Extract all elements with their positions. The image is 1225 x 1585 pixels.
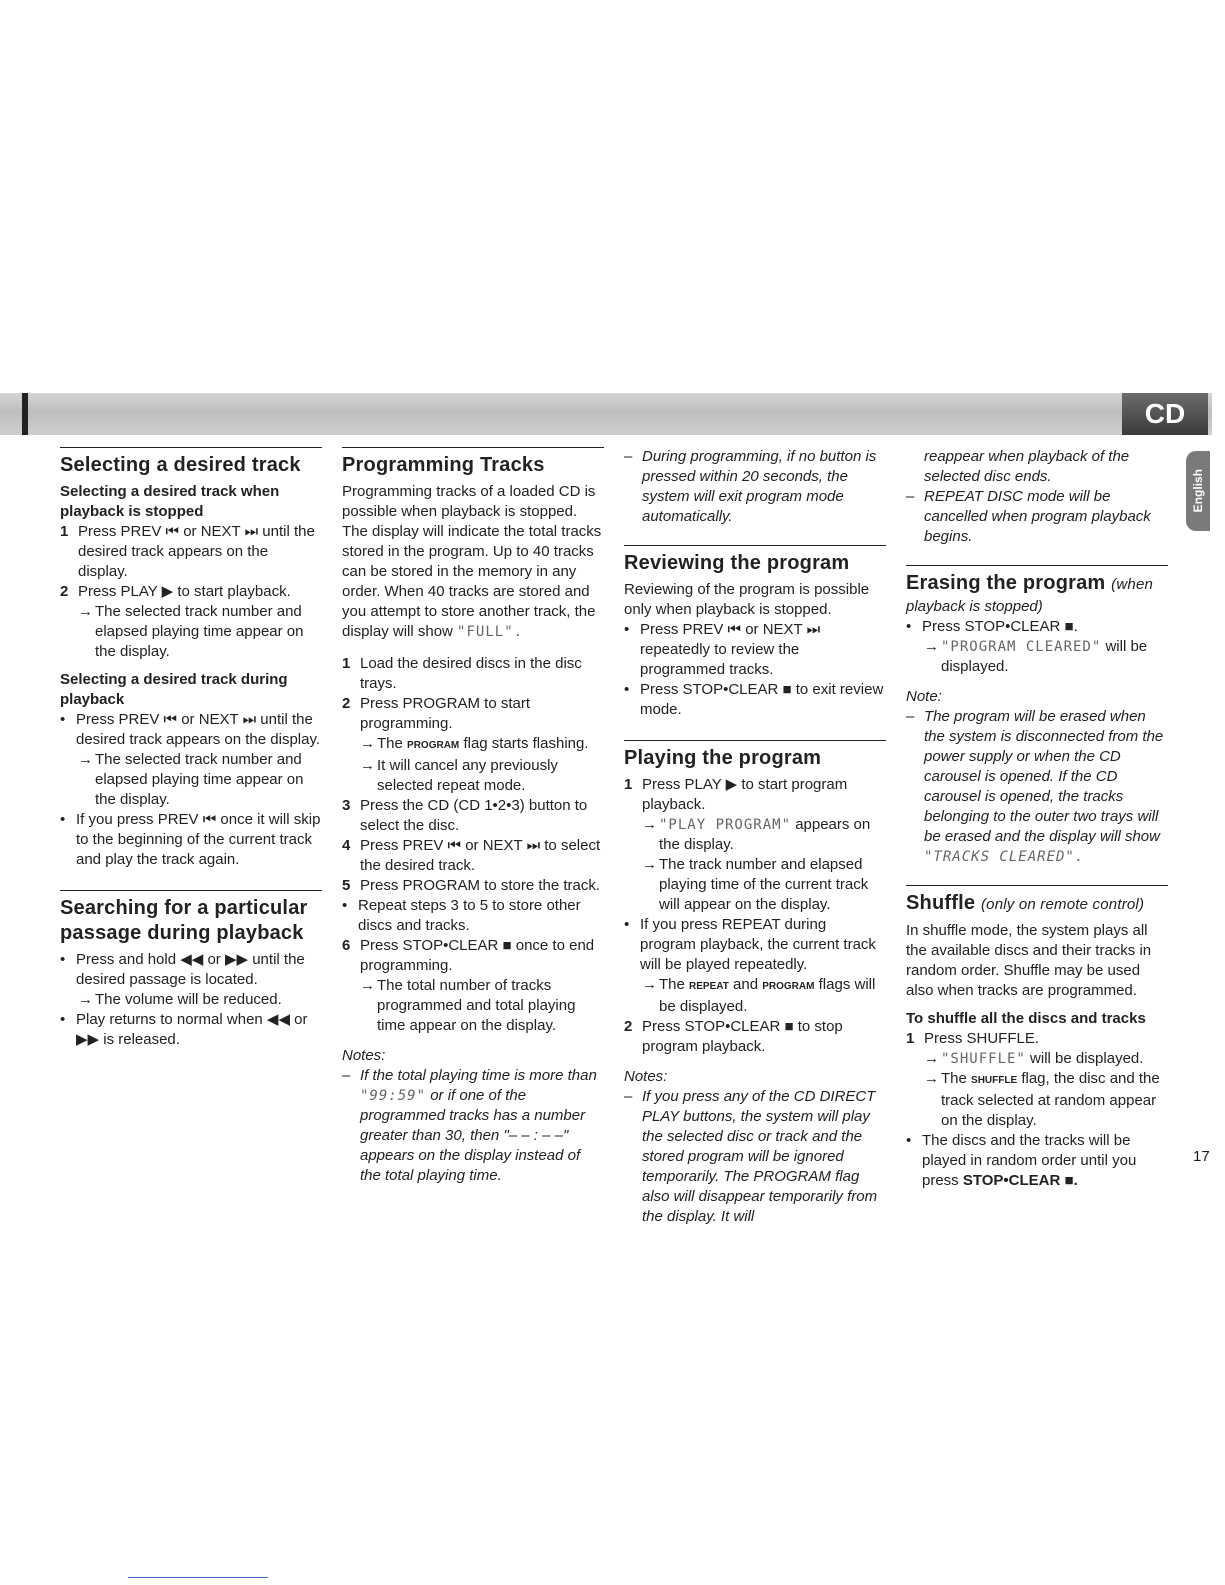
step-text: Press PREV ⏮ or NEXT ⏭ to select the desired track. [360, 837, 601, 874]
heading-shuffle-text: Shuffle [906, 892, 976, 914]
text-fragment: If the total playing time is more than [360, 1067, 597, 1084]
arrow-icon: → [924, 638, 939, 655]
step-number: 4 [342, 837, 351, 854]
dash-mark: – [906, 708, 915, 725]
bullet-icon: • [624, 916, 630, 933]
shuffle-flag: SHUFFLE [971, 1075, 1018, 1086]
step-text: Press PLAY ▶ to start program playback. [642, 776, 848, 813]
result-text: The volume will be reduced. [95, 991, 282, 1008]
result-line [624, 815, 886, 855]
text-fragment: flag, the disc and the track selected at random appear on the display. [941, 1070, 1160, 1129]
bullet-text: If you press PREV ⏮ once it will skip to the beginning of the current track and play the track again. [76, 811, 321, 868]
bullet-item [60, 950, 322, 990]
rule [60, 447, 322, 448]
step-text: Press PLAY ▶ to start playback. [78, 583, 291, 600]
bottom-rule [128, 1577, 268, 1578]
bullet-icon: • [624, 681, 630, 698]
text-fragment: The [377, 735, 403, 752]
step-number: 1 [906, 1030, 915, 1047]
header-band [0, 393, 1212, 435]
arrow-icon: → [78, 603, 93, 620]
note-text [360, 1066, 604, 1186]
arrow-icon: → [360, 735, 375, 752]
heading-selecting-track: Selecting a desired track [60, 454, 301, 476]
rule [342, 447, 604, 448]
step-number: 2 [60, 583, 69, 600]
dash-mark: – [624, 1088, 633, 1105]
bullet-icon: • [906, 1132, 912, 1149]
text-fragment: will be displayed. [941, 638, 1148, 675]
step-text: Press SHUFFLE. [924, 1030, 1040, 1047]
bullet-text [922, 1131, 1168, 1191]
note-item [342, 1066, 604, 1186]
language-tab [1186, 451, 1210, 531]
bullet-text: Press STOP•CLEAR ■ to exit review mode. [640, 681, 884, 718]
note-item [624, 1087, 886, 1227]
step-number: 1 [60, 523, 69, 540]
column-2 [342, 447, 604, 1186]
subheading-during-playback: Selecting a desired track during playback [60, 671, 288, 708]
step-number: 5 [342, 877, 351, 894]
result-line [342, 756, 604, 796]
step-number: 2 [342, 695, 351, 712]
arrow-icon: → [360, 757, 375, 774]
result-line [342, 734, 604, 756]
step-number: 2 [624, 1018, 633, 1035]
step-number: 6 [342, 937, 351, 954]
bullet-text: Press PREV ⏮ or NEXT ⏭ until the desired track appears on the display. [76, 711, 321, 748]
bullet-icon: • [60, 811, 66, 828]
text-fragment: The [941, 1070, 967, 1087]
bullet-text: Press and hold ◀◀ or ▶▶ until the desired passage is located. [76, 951, 305, 988]
column-3 [624, 447, 886, 1227]
result-text: The total number of tracks programmed and total playing time appear on the display. [377, 977, 576, 1034]
heading-erasing-sub: (when [1111, 576, 1154, 593]
bullet-item [906, 1131, 1168, 1191]
program-flag: PROGRAM [407, 740, 460, 751]
text-fragment: appears on the display. [659, 816, 871, 853]
arrow-icon: → [642, 816, 657, 833]
step-text: Press PROGRAM to store the track. [360, 877, 601, 894]
heading-programming: Programming Tracks [342, 454, 545, 476]
rule [906, 885, 1168, 886]
note-label: Note: [906, 688, 942, 705]
bullet-text: Repeat steps 3 to 5 to store other discs and tracks. [358, 897, 581, 934]
section-label: CD [1122, 393, 1208, 435]
arrow-icon: → [642, 976, 657, 993]
heading-searching: Searching for a particular passage during playback [60, 897, 308, 944]
heading-erasing-sub2: playback is stopped) [906, 598, 1043, 615]
arrow-icon: → [642, 856, 657, 873]
result-line [60, 602, 322, 662]
step-text: Load the desired discs in the disc trays. [360, 655, 582, 692]
intro-text: Reviewing of the program is possible only when playback is stopped. [624, 581, 870, 618]
step-number: 1 [624, 776, 633, 793]
header-marker [22, 393, 28, 435]
note-text: REPEAT DISC mode will be cancelled when program playback begins. [924, 488, 1151, 545]
lcd-time: "99:59" [360, 1088, 427, 1104]
result-text [941, 1049, 1168, 1069]
bullet-item [624, 680, 886, 720]
heading-shuffle [906, 891, 1168, 917]
bullet-icon: • [906, 618, 912, 635]
notes-label: Notes: [624, 1068, 668, 1085]
heading-shuffle-sub: (only on remote control) [980, 896, 1145, 913]
dash-mark: – [342, 1067, 351, 1084]
bullet-icon: • [60, 951, 66, 968]
bullet-item [624, 620, 886, 680]
heading-erasing [906, 571, 1168, 597]
result-text: The track number and elapsed playing time of the current track will appear on the display. [659, 856, 869, 913]
rule [624, 740, 886, 741]
arrow-icon: → [78, 991, 93, 1008]
result-line [906, 1049, 1168, 1069]
step-4 [342, 836, 604, 876]
rule [60, 890, 322, 891]
note-text: If you press any of the CD DIRECT PLAY buttons, the system will play the selected disc or track and the stored program will be ignored temporarily. The PROGRAM flag also will disappear temporarily from the display. It will [642, 1088, 878, 1225]
result-text [659, 975, 886, 1017]
step-1 [906, 1029, 1168, 1049]
result-text: The selected track number and elapsed playing time appear on the display. [95, 751, 304, 808]
intro-text: In shuffle mode, the system plays all the available discs and their tracks in random order. Shuffle may be used also when tracks are programmed. [906, 922, 1152, 999]
result-line [624, 975, 886, 1017]
step-5 [342, 876, 604, 896]
notes-label: Notes: [342, 1047, 386, 1064]
text-fragment: and [733, 976, 759, 993]
heading-playing-program: Playing the program [624, 747, 822, 769]
lcd-program-cleared: "PROGRAM CLEARED" [941, 639, 1102, 655]
text-fragment: flag starts flashing. [463, 735, 589, 752]
step-text: Press PREV ⏮ or NEXT ⏭ until the desired track appears on the display. [78, 523, 315, 580]
page-number: 17 [1193, 1148, 1210, 1165]
step-3 [342, 796, 604, 836]
lcd-full: "FULL". [457, 624, 524, 640]
intro-text [342, 482, 604, 642]
note-continuation [906, 447, 1168, 487]
intro-body: Programming tracks of a loaded CD is possible when playback is stopped. The display will indicate the total tracks stored in the program. Up to 40 tracks can be stored in the memory in any order. When 40 tracks are stored and you attempt to store another track, the display will show [342, 483, 602, 640]
result-line [906, 1069, 1168, 1131]
dash-mark: – [624, 448, 633, 465]
step-text: Press PROGRAM to start programming. [360, 695, 531, 732]
rule [624, 545, 886, 546]
bullet-icon: • [60, 711, 66, 728]
bullet-text: If you press REPEAT during program playback, the current track will be played repeatedly. [640, 916, 876, 973]
result-text: It will cancel any previously selected repeat mode. [377, 757, 558, 794]
note-item [906, 707, 1168, 867]
text-fragment: The [659, 976, 685, 993]
bullet-item [60, 810, 322, 870]
bullet-item [60, 1010, 322, 1050]
lcd-shuffle: "SHUFFLE" [941, 1051, 1026, 1067]
bullet-text: Press STOP•CLEAR ■. [922, 618, 1078, 635]
bullet-item [624, 915, 886, 975]
subheading-shuffle-all: To shuffle all the discs and tracks [906, 1010, 1146, 1027]
text-fragment: flags will be displayed. [659, 976, 876, 1015]
step-1 [342, 654, 604, 694]
arrow-icon: → [360, 977, 375, 994]
arrow-icon: → [924, 1070, 939, 1087]
rule [906, 565, 1168, 566]
step-number: 1 [342, 655, 351, 672]
heading-erasing-text: Erasing the program [906, 572, 1106, 594]
arrow-icon: → [78, 751, 93, 768]
note-text: During programming, if no button is pressed within 20 seconds, the system will exit program mode automatically. [642, 448, 877, 525]
step-text: Press the CD (CD 1•2•3) button to select the disc. [360, 797, 588, 834]
bullet-item [342, 896, 604, 936]
step-1 [624, 775, 886, 815]
result-text [377, 734, 604, 756]
step-1 [60, 522, 322, 582]
result-line [624, 855, 886, 915]
result-line [342, 976, 604, 1036]
result-text [941, 637, 1168, 677]
column-4 [906, 447, 1168, 1191]
note-text: reappear when playback of the selected disc ends. [924, 448, 1130, 485]
result-line [60, 750, 322, 810]
bullet-text: Play returns to normal when ◀◀ or ▶▶ is released. [76, 1011, 308, 1048]
column-1 [60, 447, 322, 1050]
subheading-stopped: Selecting a desired track when playback is stopped [60, 483, 280, 520]
heading-reviewing: Reviewing the program [624, 552, 850, 574]
text-fragment: The discs and the tracks will be played in random order until you press [922, 1132, 1137, 1189]
stop-clear-key: STOP•CLEAR ■. [962, 1172, 1078, 1189]
result-text: The selected track number and elapsed playing time appear on the display. [95, 603, 304, 660]
step-2 [624, 1017, 886, 1057]
step-text: Press STOP•CLEAR ■ to stop program playback. [642, 1018, 843, 1055]
step-text: Press STOP•CLEAR ■ once to end programming. [360, 937, 595, 974]
text-fragment: or if one of the programmed tracks has a number greater than 30, then "– – : – –" appears on the display instead of the total playing time. [360, 1087, 586, 1184]
lcd-play-program: "PLAY PROGRAM" [659, 817, 792, 833]
note-item [624, 447, 886, 527]
dash-mark: – [906, 488, 915, 505]
result-line [60, 990, 322, 1010]
step-number: 3 [342, 797, 351, 814]
bullet-icon: • [342, 897, 348, 914]
arrow-icon: → [924, 1050, 939, 1067]
step-2 [60, 582, 322, 602]
step-6 [342, 936, 604, 976]
repeat-flag: REPEAT [689, 981, 729, 992]
bullet-text: Press PREV ⏮ or NEXT ⏭ repeatedly to review the programmed tracks. [640, 621, 821, 678]
bullet-icon: • [60, 1011, 66, 1028]
lcd-tracks-cleared: "TRACKS CLEARED". [924, 849, 1085, 865]
program-flag: PROGRAM [762, 981, 815, 992]
text-fragment: will be displayed. [1030, 1050, 1144, 1067]
result-text [659, 815, 886, 855]
text-fragment: The program will be erased when the system is disconnected from the power supply or when the CD carousel is opened. If the CD carousel is opened, the tracks belonging to the outer two trays will be erased and the display will show [924, 708, 1164, 845]
language-tab-label: English [1191, 469, 1205, 513]
step-2 [342, 694, 604, 734]
result-line [906, 637, 1168, 677]
bullet-item [60, 710, 322, 750]
bullet-item [906, 617, 1168, 637]
note-item [906, 487, 1168, 547]
result-text [941, 1069, 1168, 1131]
note-text [924, 707, 1168, 867]
bullet-icon: • [624, 621, 630, 638]
